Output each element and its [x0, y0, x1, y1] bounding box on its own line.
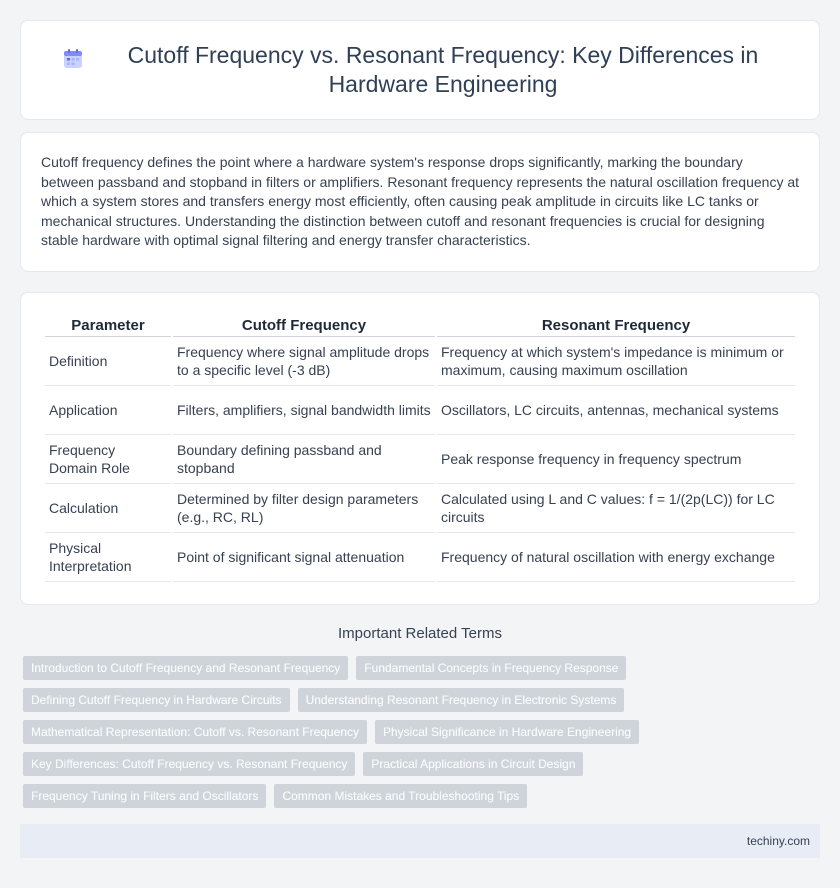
- table-row: [45, 533, 795, 582]
- header-parameter: Parameter: [45, 313, 171, 337]
- row-parameter: Definition: [45, 337, 171, 386]
- related-term-tag[interactable]: Defining Cutoff Frequency in Hardware Circuits: [23, 688, 290, 712]
- table-row: [45, 337, 795, 386]
- related-term-tag[interactable]: Physical Significance in Hardware Engineering: [375, 720, 639, 744]
- row-resonant: Frequency at which system's impedance is minimum or maximum, causing maximum oscillation: [437, 337, 795, 386]
- header-resonant: Resonant Frequency: [437, 313, 795, 337]
- header-card: [20, 20, 820, 120]
- table-row: [45, 386, 795, 435]
- calendar-icon: [61, 47, 85, 71]
- table-row: [45, 484, 795, 533]
- row-cutoff: Point of significant signal attenuation: [173, 533, 435, 582]
- related-terms-title: Important Related Terms: [338, 625, 502, 642]
- page-title: Cutoff Frequency vs. Resonant Frequency: Key Differences in Hardware Engineering: [127, 42, 759, 97]
- row-cutoff: Filters, amplifiers, signal bandwidth limits: [173, 386, 435, 435]
- row-resonant: Oscillators, LC circuits, antennas, mechanical systems: [437, 386, 795, 435]
- row-parameter: Application: [45, 386, 171, 435]
- related-term-tag[interactable]: Key Differences: Cutoff Frequency vs. Resonant Frequency: [23, 752, 355, 776]
- row-resonant: Peak response frequency in frequency spectrum: [437, 435, 795, 484]
- footer-site-link[interactable]: techiny.com: [746, 834, 810, 848]
- related-term-tag[interactable]: Practical Applications in Circuit Design: [363, 752, 583, 776]
- related-term-tag[interactable]: Frequency Tuning in Filters and Oscillators: [23, 784, 266, 808]
- row-parameter: Calculation: [45, 484, 171, 533]
- title-wrap: [61, 41, 779, 99]
- intro-card: [20, 132, 820, 272]
- table-header-row: [45, 313, 795, 337]
- row-cutoff: Boundary defining passband and stopband: [173, 435, 435, 484]
- related-term-tag[interactable]: Common Mistakes and Troubleshooting Tips: [274, 784, 527, 808]
- related-term-tag[interactable]: Fundamental Concepts in Frequency Response: [356, 656, 626, 680]
- header-cutoff: Cutoff Frequency: [173, 313, 435, 337]
- table-row: [45, 435, 795, 484]
- related-term-tag[interactable]: Introduction to Cutoff Frequency and Resonant Frequency: [23, 656, 348, 680]
- row-resonant: Calculated using L and C values: f = 1/(2p(LC)) for LC circuits: [437, 484, 795, 533]
- row-cutoff: Frequency where signal amplitude drops to a specific level (-3 dB): [173, 337, 435, 386]
- row-parameter: Physical Interpretation: [45, 533, 171, 582]
- related-term-tag[interactable]: Mathematical Representation: Cutoff vs. Resonant Frequency: [23, 720, 367, 744]
- intro-paragraph: Cutoff frequency defines the point where a hardware system's response drops significantly, marking the boundary between passband and stopband in filters or amplifiers. Resonant frequency represents the natural oscillation frequency at which a system stores and transfers energy most efficiently, often causing peak amplitude in circuits like LC tanks or mechanical structures. Understanding the distinction between cutoff and resonant frequencies is crucial for designing stable hardware with optimal signal filtering and energy transfer characteristics.: [41, 154, 800, 249]
- comparison-table-card: [20, 292, 820, 605]
- related-terms-list: [23, 656, 823, 808]
- row-parameter: Frequency Domain Role: [45, 435, 171, 484]
- footer: [20, 824, 820, 858]
- row-resonant: Frequency of natural oscillation with energy exchange: [437, 533, 795, 582]
- related-term-tag[interactable]: Understanding Resonant Frequency in Electronic Systems: [298, 688, 625, 712]
- comparison-table: [43, 313, 797, 582]
- row-cutoff: Determined by filter design parameters (e.g., RC, RL): [173, 484, 435, 533]
